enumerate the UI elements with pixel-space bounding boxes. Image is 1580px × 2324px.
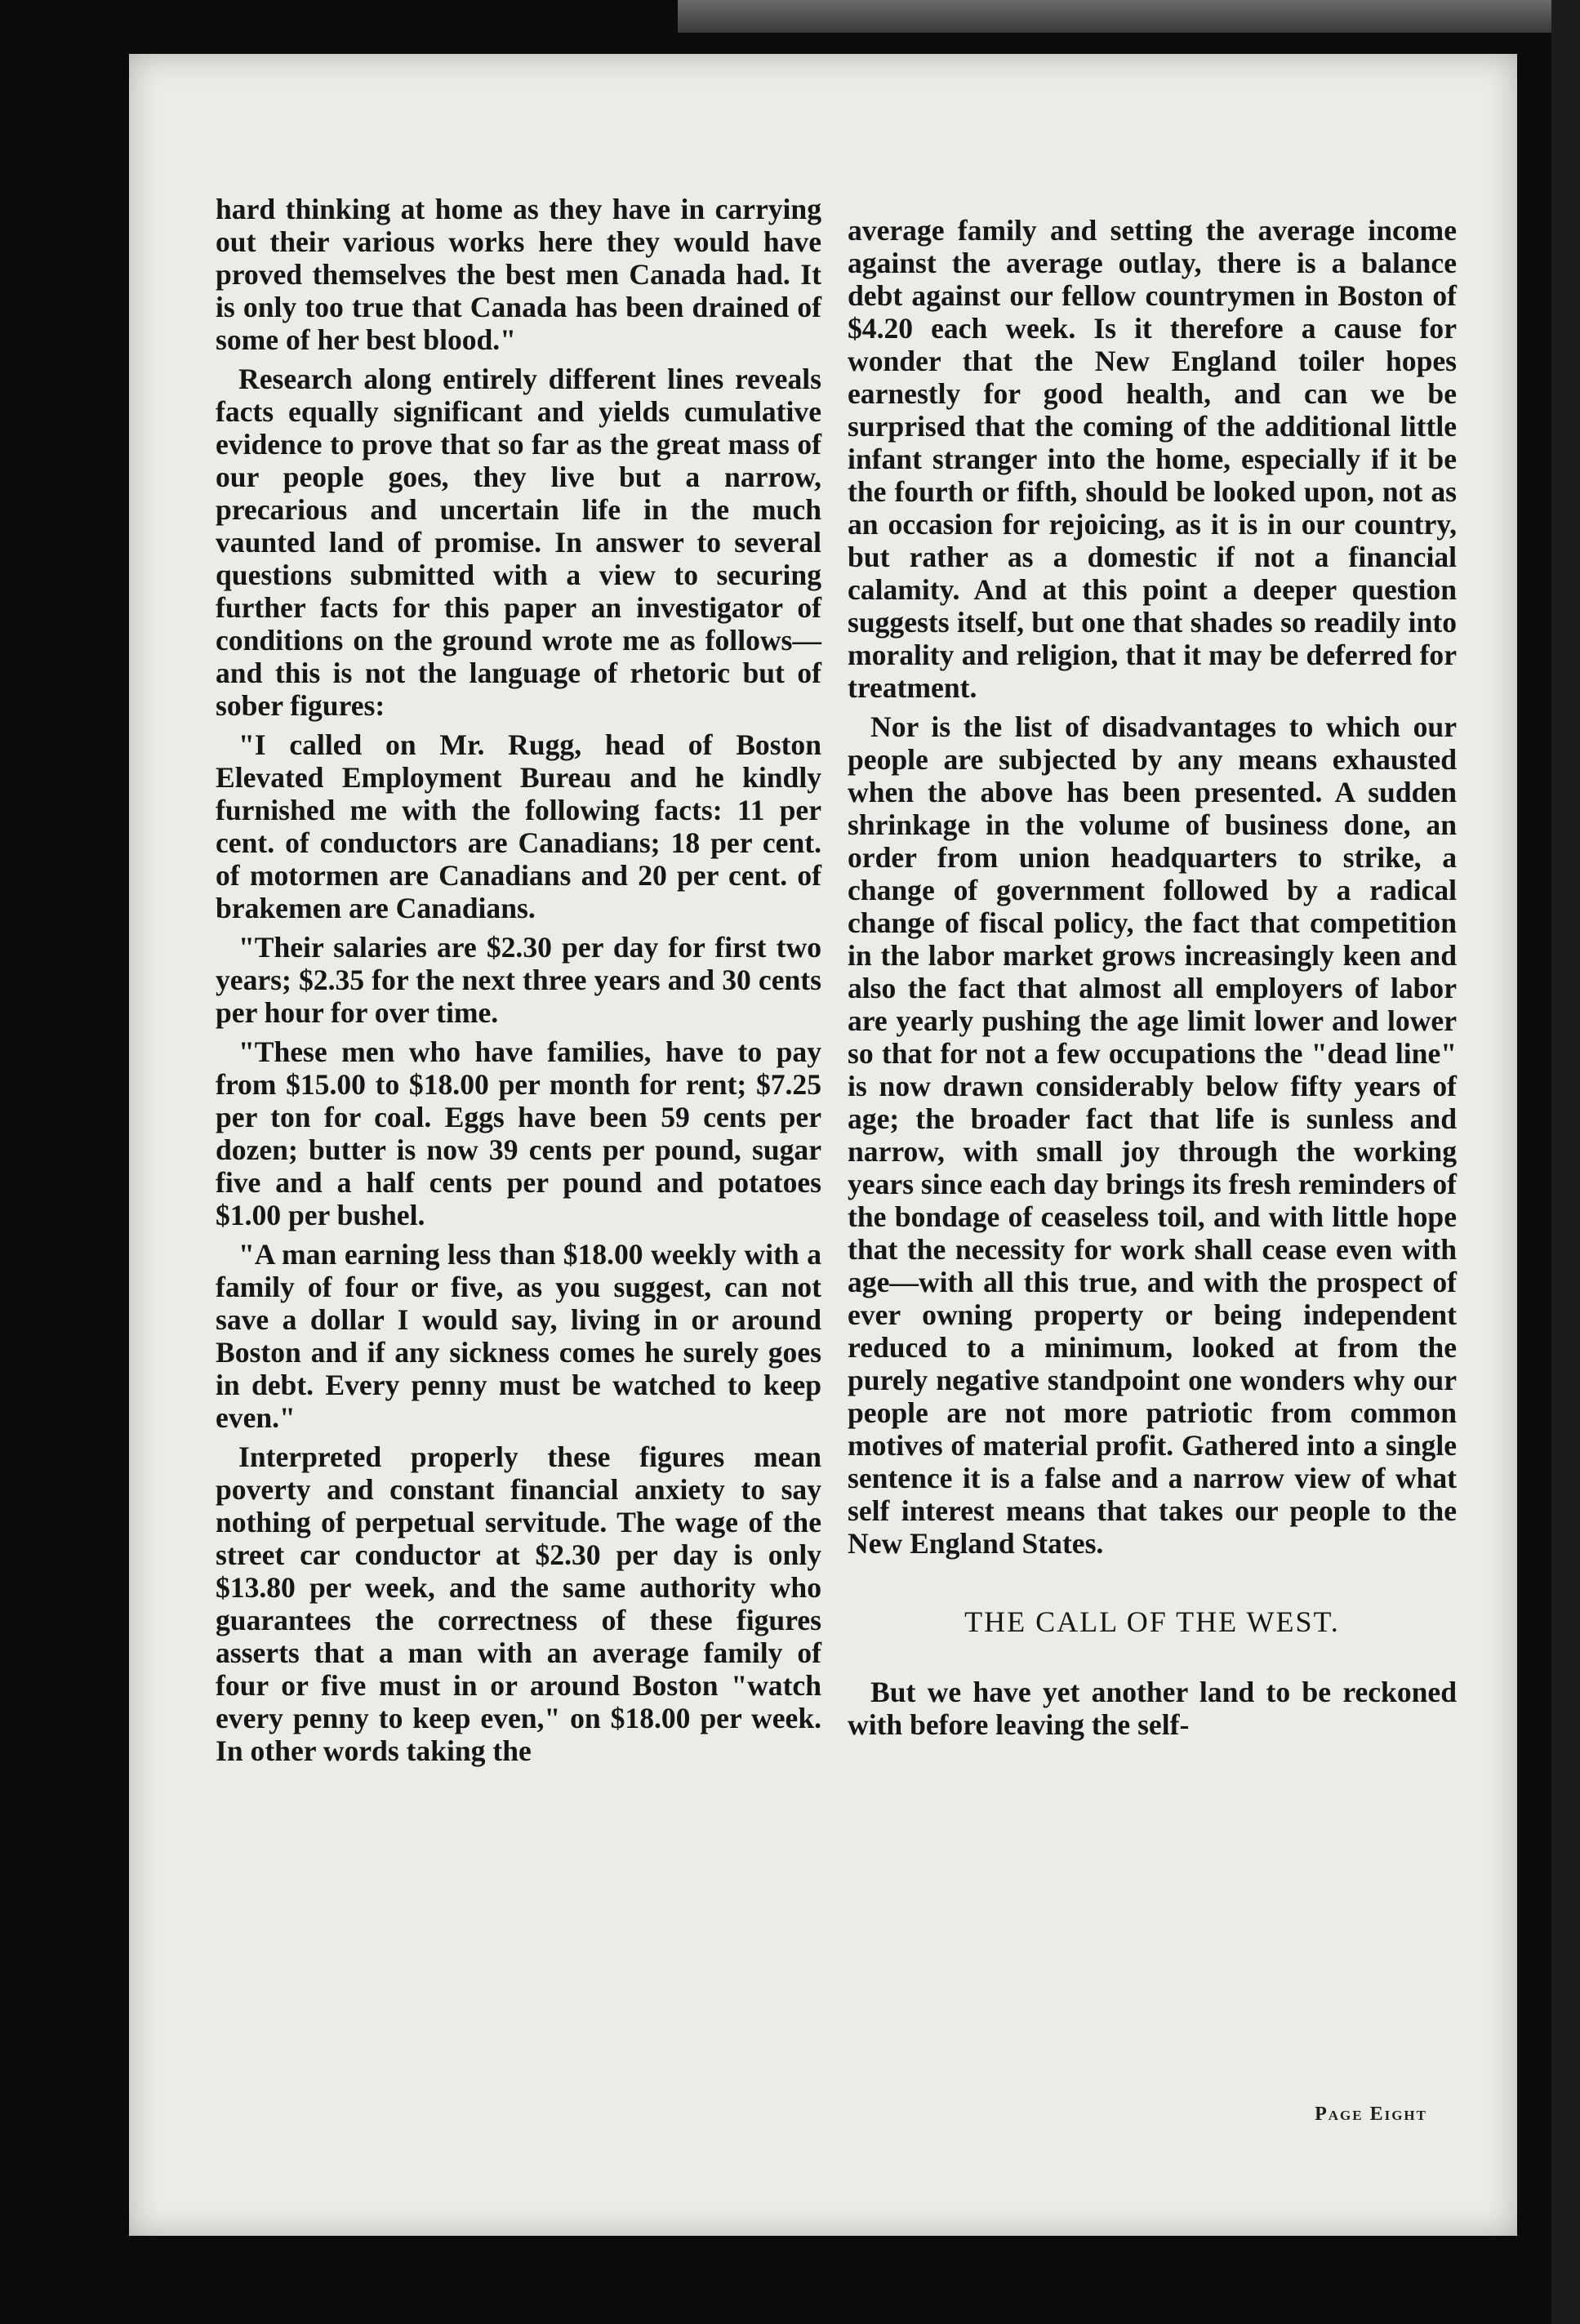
- paragraph: "A man earning less than $18.00 weekly with a family of four or five, as you suggest, can not save a dollar I would say, living in or around Boston and if any sickness comes he surely goes in debt. Every penny must be watched to keep even.": [216, 1238, 821, 1434]
- page-number: Page Eight: [1315, 2104, 1427, 2125]
- paragraph: Interpreted properly these figures mean poverty and constant financial anxiety to say nothing of perpetual servitude. The wage of the street car conductor at $2.30 per day is only $13.80 per week, and the same authority who guarantees the correctness of these figures asserts that a man with an average family of four or five must in or around Boston "watch every penny to keep even," on $18.00 per week. In other words taking the: [216, 1440, 821, 1767]
- scan-top-strip: [678, 0, 1580, 33]
- paragraph: hard thinking at home as they have in carrying out their various works here they would have proved themselves the best men Canada had. It is only too true that Canada has been drained of some of her best blood.": [216, 193, 821, 356]
- scan-right-edge: [1551, 0, 1580, 2324]
- paragraph: "I called on Mr. Rugg, head of Boston Elevated Employment Bureau and he kindly furnished me with the following facts: 11 per cent. of conductors are Canadians; 18 per cent. of motormen are Canadians and 20 per cent. of brakemen are Canadians.: [216, 728, 821, 924]
- paragraph: Nor is the list of disadvantages to which our people are subjected by any means exhausted when the above has been presented. A sudden shrinkage in the volume of business done, an order from union headquarters to strike, a change of government followed by a radical change of fiscal policy, the fact that competition in the labor market grows increasingly keen and also the fact that almost all employers of labor are yearly pushing the age limit lower and lower so that for not a few occupations the "dead line" is now drawn considerably below fifty years of age; the broader fact that life is sunless and narrow, with small joy through the working years since each day brings its fresh reminders of the bondage of ceaseless toil, and with little hope that the necessity for work shall cease even with age—with all this true, and with the prospect of ever owning property or being independent reduced to a minimum, looked at from the purely negative standpoint one wonders why our people are not more patriotic from common motives of material profit. Gathered into a single sentence it is a false and a narrow view of what self interest means that takes our people to the New England States.: [848, 710, 1457, 1560]
- paragraph: "Their salaries are $2.30 per day for first two years; $2.35 for the next three years and 30 cents per hour for over time.: [216, 931, 821, 1029]
- left-column: [216, 193, 821, 1767]
- section-heading: THE CALL OF THE WEST.: [964, 1605, 1340, 1638]
- paragraph: "These men who have families, have to pay from $15.00 to $18.00 per month for rent; $7.25 per ton for coal. Eggs have been 59 cents per dozen; butter is now 39 cents per pound, sugar five and a half cents per pound and potatoes $1.00 per bushel.: [216, 1035, 821, 1231]
- paragraph: Research along entirely different lines reveals facts equally significant and yields cumulative evidence to prove that so far as the great mass of our people goes, they live but a narrow, precarious and uncertain life in the much vaunted land of promise. In answer to several questions submitted with a view to securing further facts for this paper an investigator of conditions on the ground wrote me as follows—and this is not the language of rhetoric but of sober figures:: [216, 363, 821, 722]
- paragraph: But we have yet another land to be reckoned with before leaving the self-: [848, 1676, 1457, 1741]
- document-page: [129, 54, 1517, 2236]
- paragraph: average family and setting the average income against the average outlay, there is a balance debt against our fellow countrymen in Boston of $4.20 each week. Is it therefore a cause for wonder that the New England toiler hopes earnestly for good health, and can we be surprised that the coming of the additional little infant stranger into the home, especially if it be the fourth or fifth, should be looked upon, not as an occasion for rejoicing, as it is in our country, but rather as a domestic if not a financial calamity. And at this point a deeper question suggests itself, but one that shades so readily into morality and religion, that it may be deferred for treatment.: [848, 214, 1457, 704]
- right-column: [848, 214, 1457, 1741]
